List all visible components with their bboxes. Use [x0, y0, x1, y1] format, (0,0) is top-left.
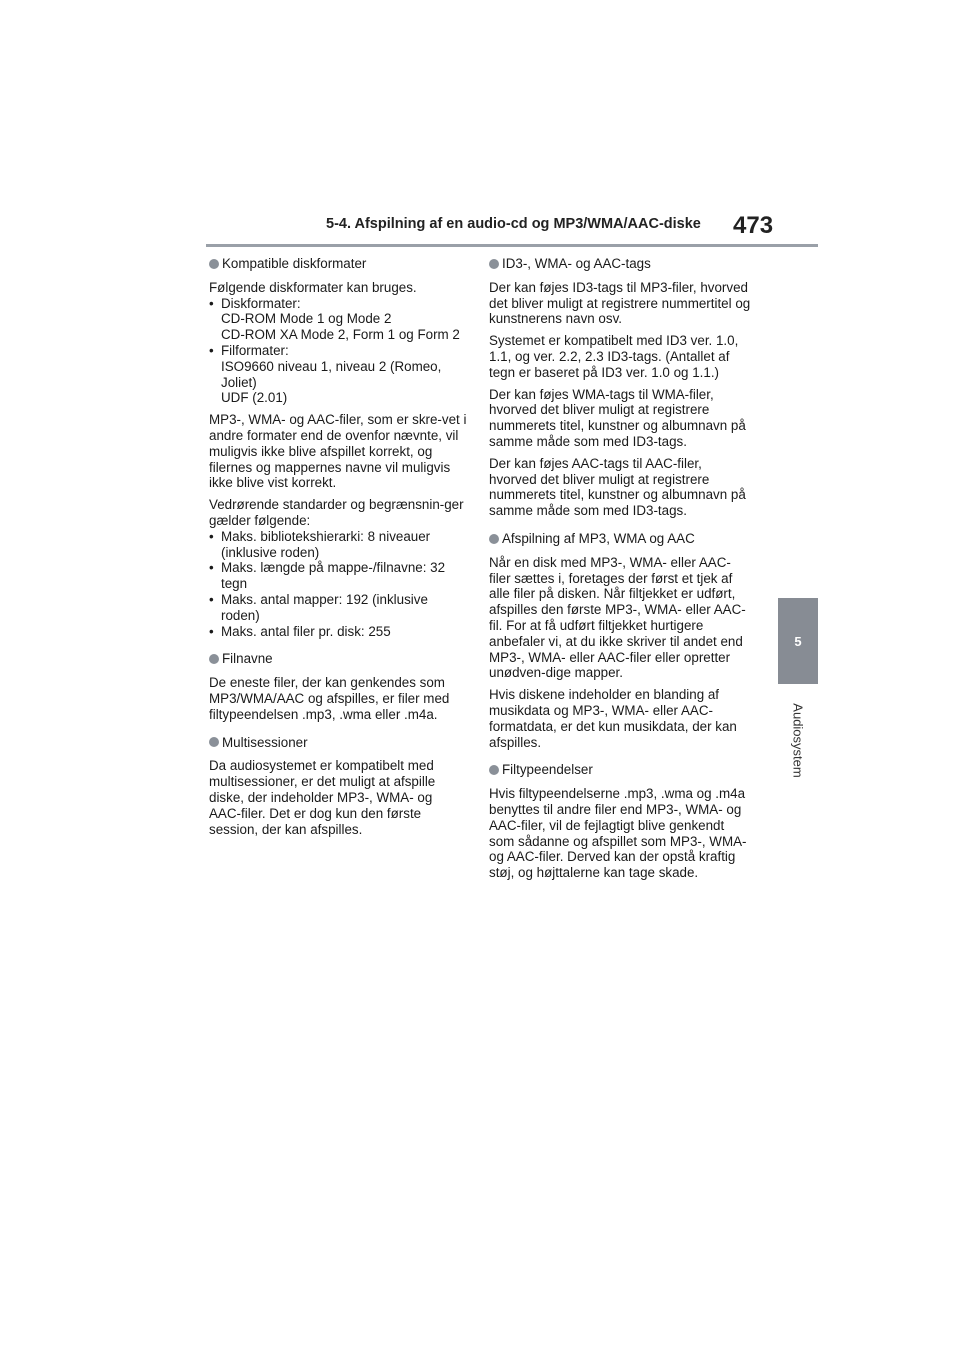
bullet-dot-icon: [489, 534, 499, 544]
section-heading: [489, 762, 751, 778]
list-item: [209, 296, 467, 343]
section-compatible-formats: [209, 256, 467, 639]
heading-text: Filnavne: [222, 651, 273, 667]
paragraph: Hvis filtypeendelserne .mp3, .wma og .m4a benyttes til andre filer end MP3-, WMA- og AAC-filer, vil de fejlagtigt blive genkendt som sådanne og afspillet som MP3-, WMA- og AAC-filer. Derved kan der opstå kraftig støj, og højttalerne kan tage skade.: [489, 786, 747, 881]
list-item-text: Maks. antal mapper: 192 (inklusive roden): [221, 591, 428, 623]
section-heading: [209, 651, 467, 667]
list-bullet: •: [209, 591, 214, 607]
format-list: [209, 280, 467, 406]
section-multisession: [209, 735, 467, 838]
paragraph: Vedrørende standarder og begrænsnin-ger gælder følgende:: [209, 497, 464, 528]
bullet-dot-icon: [209, 654, 219, 664]
section-file-extensions: [489, 762, 751, 881]
list-item: [209, 624, 467, 640]
heading-text: Filtypeendelser: [502, 762, 593, 778]
heading-text: Multisessioner: [222, 734, 308, 750]
list-item-text: Maks. antal filer pr. disk: 255: [221, 623, 391, 639]
paragraph: Da audiosystemet er kompatibelt med multisessioner, er det muligt at afspille diske, der indeholder MP3-, WMA- og AAC-filer. Det er dog kun den første session, der kan afspilles.: [209, 758, 436, 837]
limits-list: [209, 497, 467, 639]
right-column: [489, 256, 751, 893]
paragraph: Hvis diskene indeholder en blanding af musikdata og MP3-, WMA- eller AAC-formatdata, er det kun musikdata, der kan afspilles.: [489, 687, 737, 750]
bullet-dot-icon: [209, 259, 219, 269]
bullet-dot-icon: [209, 737, 219, 747]
bullet-dot-icon: [489, 765, 499, 775]
list-bullet: •: [209, 623, 214, 639]
list-item-text: Maks. bibliotekshierarki: 8 niveauer (inklusive roden): [221, 528, 431, 560]
list-item: [209, 560, 467, 592]
section-heading: [209, 256, 467, 272]
list-bullet: •: [209, 560, 214, 576]
header-divider: [206, 244, 818, 247]
paragraph: Der kan føjes AAC-tags til AAC-filer, hvorved det bliver muligt at registrere nummerets titel, kunstner og albumnavn på samme måde som med ID3-tags.: [489, 455, 746, 519]
left-column: [209, 256, 467, 849]
paragraph: Når en disk med MP3-, WMA- eller AAC-filer sættes i, foretages der først et tjek af alle filer på disken. Når filtjekket er udført, afspilles den første MP3-, WMA- eller AAC-fil. For at få udført filtjekket hurtigere anbefaler vi, at du ikke skriver til andet end MP3-, WMA- eller AAC-filer eller opretter unødven-dige mapper.: [489, 554, 746, 681]
section-tags: [489, 256, 751, 519]
section-filenames: [209, 651, 467, 722]
paragraph: Systemet er kompatibelt med ID3 ver. 1.0, 1.1, og ver. 2.2, 2.3 ID3-tags. (Antallet af tegn er baseret på ID3 ver. 1.0 og 1.1.): [489, 333, 739, 380]
heading-text: Kompatible diskformater: [222, 256, 367, 271]
bullet-dot-icon: [489, 259, 499, 269]
chapter-label-wrap: [786, 690, 810, 790]
section-heading: [489, 256, 751, 272]
section-title: 5-4. Afspilning af en audio-cd og MP3/WMA/AAC-diske: [326, 216, 701, 232]
section-heading: [209, 735, 467, 751]
paragraph: MP3-, WMA- og AAC-filer, som er skre-vet i andre formater end de ovenfor nævnte, vil muligvis ikke blive afspillet korrekt, og filernes og mappernes navne vil muligvis ikke blive vist korrekt.: [209, 412, 467, 491]
paragraph: De eneste filer, der kan genkendes som MP3/WMA/AAC og afspilles, er filer med filtypeendelsen .mp3, .wma eller .m4a.: [209, 675, 450, 722]
list-bullet: •: [209, 528, 214, 544]
heading-text: ID3-, WMA- og AAC-tags: [502, 256, 651, 271]
list-item-text: Diskformater: CD-ROM Mode 1 og Mode 2 CD-ROM XA Mode 2, Form 1 og Form 2: [221, 295, 460, 343]
chapter-tab: [778, 598, 818, 684]
chapter-number: 5: [794, 633, 802, 649]
list-bullet: •: [209, 342, 214, 358]
side-strip: [778, 280, 818, 902]
list-item: [209, 343, 467, 406]
list-item-text: Maks. længde på mappe-/filnavne: 32 tegn: [221, 560, 446, 592]
chapter-label: Audiosystem: [790, 702, 806, 778]
list-bullet: •: [209, 295, 214, 311]
paragraph: Der kan føjes WMA-tags til WMA-filer, hvorved det bliver muligt at registrere nummerets titel, kunstner og albumnavn på samme måde som med ID3-tags.: [489, 386, 746, 449]
list-item: [209, 529, 467, 561]
section-heading: [489, 531, 751, 547]
page-number: 473: [733, 212, 774, 239]
section-playback: [489, 531, 751, 750]
list-item-text: Filformater: ISO9660 niveau 1, niveau 2 (Romeo, Joliet) UDF (2.01): [221, 342, 442, 406]
list-item: [209, 592, 467, 624]
heading-text: Afspilning af MP3, WMA og AAC: [502, 530, 695, 546]
paragraph: Følgende diskformater kan bruges.: [209, 279, 417, 295]
paragraph: Der kan føjes ID3-tags til MP3-filer, hvorved det bliver muligt at registrere nummertitel og kunstnerens navn osv.: [489, 279, 751, 327]
